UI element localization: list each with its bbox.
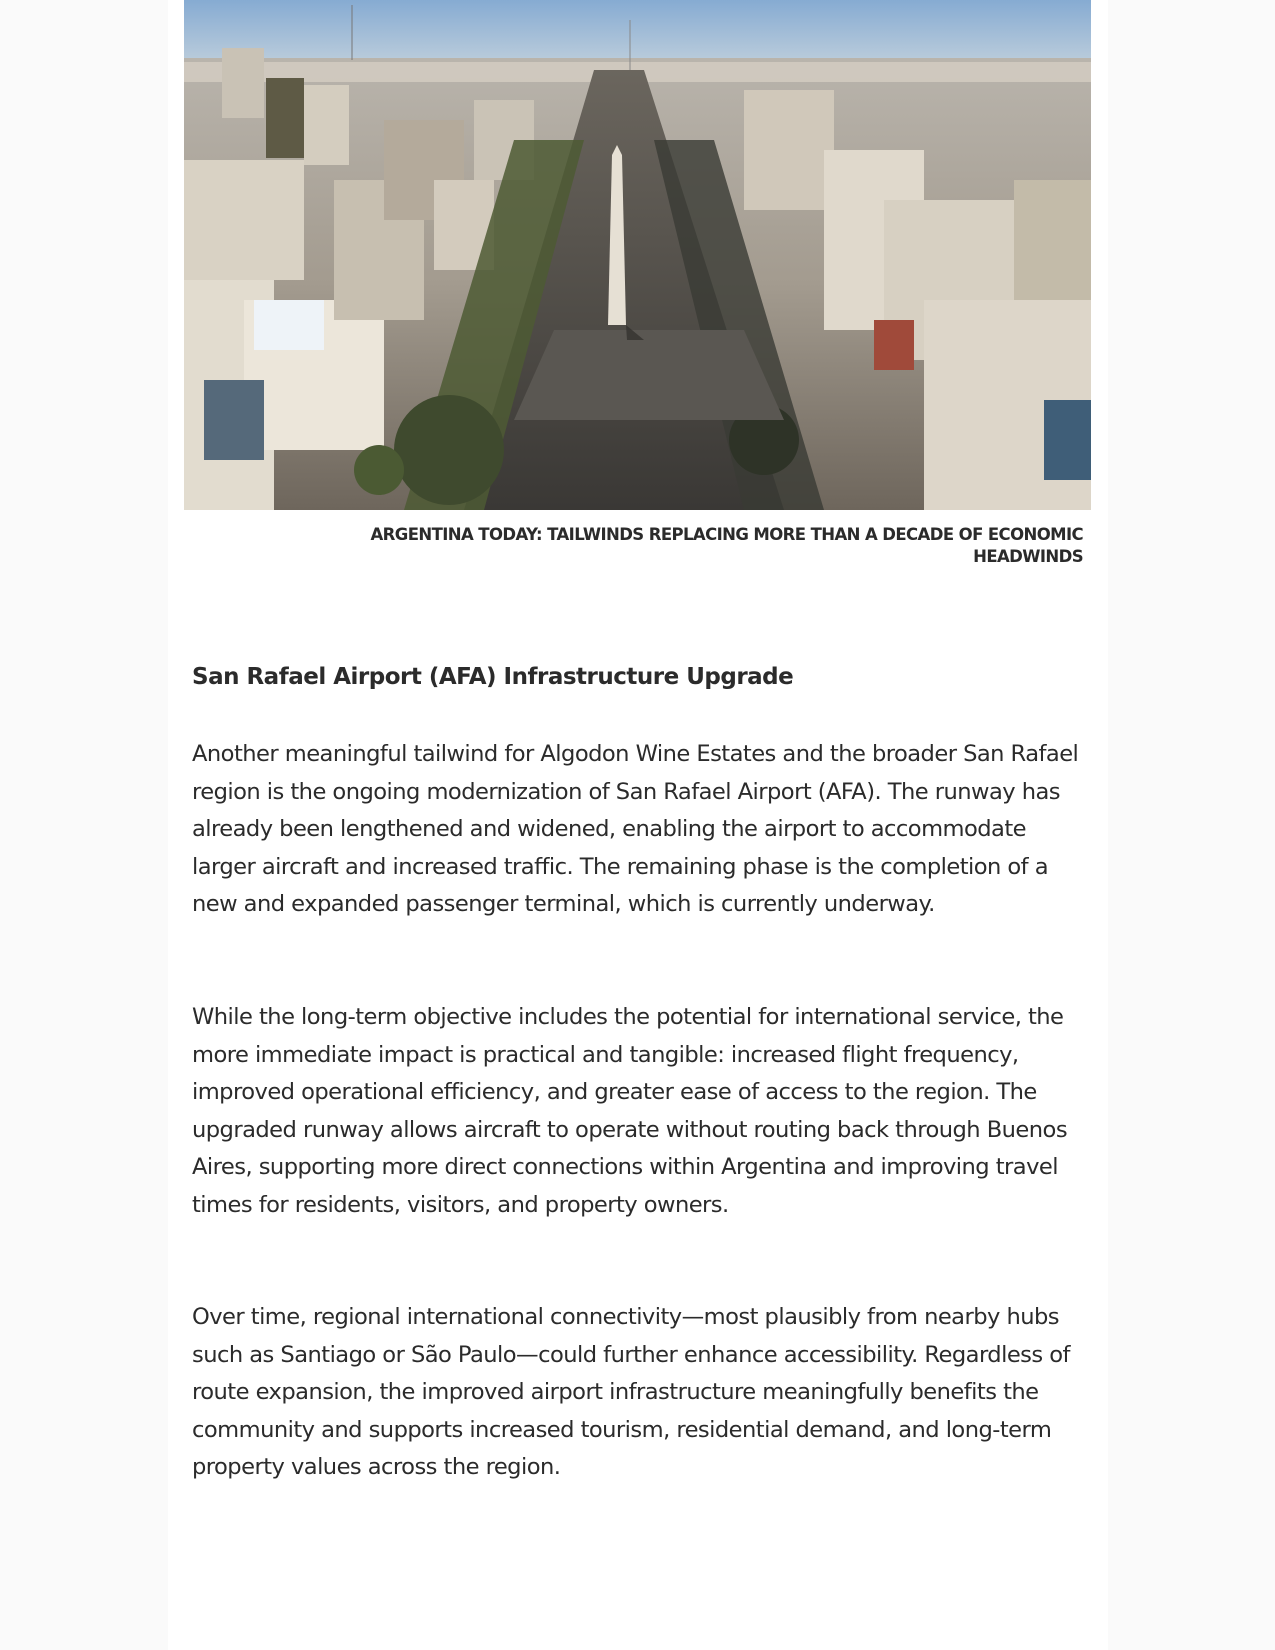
hero-photo	[184, 0, 1091, 510]
caption-line-2: HEADWINDS	[973, 547, 1083, 566]
section-heading: San Rafael Airport (AFA) Infrastructure Upgrade	[192, 664, 794, 690]
body-paragraph: Over time, regional international connectivity—most plausibly from nearby hubs such as Santiago or São Paulo—could further enhance accessibility. Regardless of route expansion, the improved airport infrastructure meaningfully benefits the community and supports increased tourism, residential demand, and long-term property values across the region.	[192, 1304, 1070, 1480]
caption-line-1: ARGENTINA TODAY: TAILWINDS REPLACING MORE THAN A DECADE OF ECONOMIC	[370, 525, 1083, 544]
aerial-city-photo-icon	[184, 0, 1091, 510]
body-paragraph: Another meaningful tailwind for Algodon Wine Estates and the broader San Rafael region is the ongoing modernization of San Rafael Airport (AFA). The runway has already been lengthened and widened, enabling the airport to accommodate larger aircraft and increased traffic. The remaining phase is the completion of a new and expanded passenger terminal, which is currently underway.	[192, 741, 1079, 917]
body-paragraph: While the long-term objective includes the potential for international service, the more immediate impact is practical and tangible: increased flight frequency, improved operational efficiency, and greater ease of access to the region. The upgraded runway allows aircraft to operate without routing back through Buenos Aires, supporting more direct connections within Argentina and improving travel times for residents, visitors, and property owners.	[192, 1004, 1068, 1218]
image-caption	[240, 524, 1083, 568]
